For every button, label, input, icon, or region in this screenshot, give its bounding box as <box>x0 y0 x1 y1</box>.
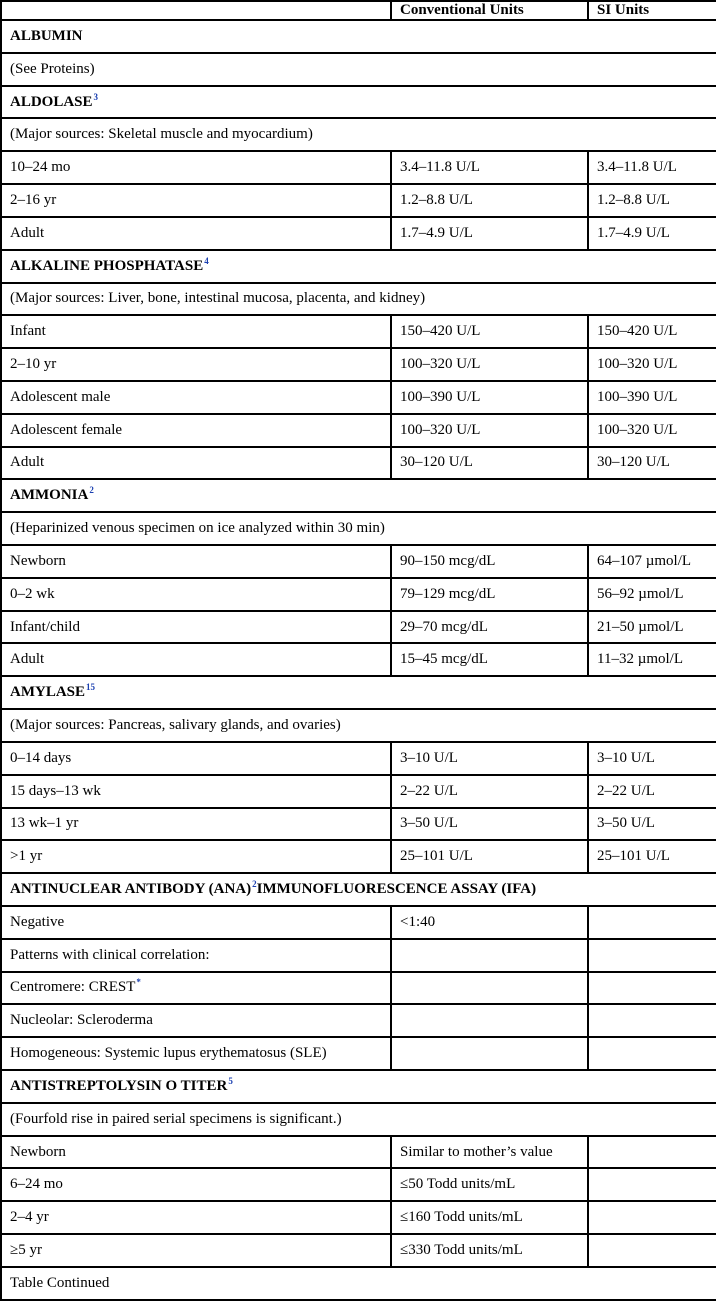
row-label-cell <box>1 348 391 381</box>
cell-text: 25–101 U/L <box>400 848 473 865</box>
si-units-cell <box>588 1004 716 1037</box>
conventional-units-cell <box>391 1168 588 1201</box>
table-row <box>1 775 716 808</box>
section-note <box>1 512 716 545</box>
si-units-cell <box>588 545 716 578</box>
section-title <box>1 479 716 512</box>
si-units-cell <box>588 1037 716 1070</box>
table-row <box>1 742 716 775</box>
footnote-ref[interactable]: 4 <box>204 255 209 266</box>
conventional-units-cell <box>391 775 588 808</box>
conventional-units-cell <box>391 1004 588 1037</box>
si-units-cell <box>588 643 716 676</box>
cell-text: Homogeneous: Systemic lupus erythematosus (SLE) <box>10 1045 327 1062</box>
section-row <box>1 676 716 709</box>
cell-text: 0–2 wk <box>10 585 55 602</box>
cell-text: >1 yr <box>10 848 43 865</box>
conventional-units-cell <box>391 184 588 217</box>
si-units-cell <box>588 611 716 644</box>
cell-text: ≤160 Todd units/mL <box>400 1209 523 1226</box>
cell-text: 100–320 U/L <box>597 356 678 373</box>
section-title <box>1 676 716 709</box>
row-label-cell <box>1 972 391 1005</box>
section-row <box>1 20 716 53</box>
si-units-cell <box>588 315 716 348</box>
section-row <box>1 86 716 119</box>
header-cell-si-units: SI Units <box>588 1 716 20</box>
section-title <box>1 20 716 53</box>
cell-text: 100–320 U/L <box>597 421 678 438</box>
row-label-cell <box>1 1201 391 1234</box>
cell-text: 30–120 U/L <box>400 454 473 471</box>
table-row <box>1 545 716 578</box>
conventional-units-cell <box>391 808 588 841</box>
cell-text: 30–120 U/L <box>597 454 670 471</box>
row-text: ALBUMIN <box>10 27 83 44</box>
table-row <box>1 217 716 250</box>
row-label-cell <box>1 545 391 578</box>
cell-text: 10–24 mo <box>10 159 71 176</box>
table-row <box>1 840 716 873</box>
table-row <box>1 1136 716 1169</box>
row-text: (Fourfold rise in paired serial specimens is significant.) <box>10 1110 342 1127</box>
table-row <box>1 315 716 348</box>
row-label-cell <box>1 1037 391 1070</box>
table-row <box>1 184 716 217</box>
conventional-units-cell <box>391 545 588 578</box>
conventional-units-cell <box>391 1037 588 1070</box>
si-units-cell <box>588 808 716 841</box>
si-units-cell <box>588 447 716 480</box>
cell-text: 13 wk–1 yr <box>10 815 79 832</box>
cell-text: 100–390 U/L <box>400 388 481 405</box>
cell-text: 29–70 mcg/dL <box>400 618 488 635</box>
section-note <box>1 53 716 86</box>
cell-text: Negative <box>10 913 65 930</box>
cell-text: 3–10 U/L <box>597 749 655 766</box>
table-row <box>1 611 716 644</box>
si-units-cell <box>588 1201 716 1234</box>
table-row <box>1 381 716 414</box>
row-label-cell <box>1 151 391 184</box>
cell-text: Similar to mother’s value <box>400 1143 553 1160</box>
conventional-units-cell <box>391 381 588 414</box>
row-text: Table Continued <box>10 1274 110 1291</box>
section-note <box>1 283 716 316</box>
row-text: ALDOLASE <box>10 93 93 110</box>
cell-text: 2–16 yr <box>10 191 57 208</box>
cell-text: 1.2–8.8 U/L <box>597 191 670 208</box>
row-text: AMMONIA <box>10 487 89 504</box>
row-label-cell <box>1 1004 391 1037</box>
cell-text: 3–50 U/L <box>597 815 655 832</box>
si-units-cell <box>588 348 716 381</box>
conventional-units-cell <box>391 151 588 184</box>
cell-text: 3–10 U/L <box>400 749 458 766</box>
si-units-cell <box>588 381 716 414</box>
table-row <box>1 1168 716 1201</box>
cell-text: Adult <box>10 651 45 668</box>
conventional-units-cell <box>391 742 588 775</box>
conventional-units-cell <box>391 972 588 1005</box>
row-label-cell <box>1 1136 391 1169</box>
si-units-cell <box>588 906 716 939</box>
footnote-ref[interactable]: 2 <box>89 485 94 496</box>
cell-text: ≥5 yr <box>10 1241 42 1258</box>
footnote-ref[interactable]: 2 <box>252 879 257 890</box>
si-units-cell <box>588 742 716 775</box>
row-label-cell <box>1 808 391 841</box>
header-cell-conventional-units: Conventional Units <box>391 1 588 20</box>
conventional-units-cell <box>391 611 588 644</box>
table-row <box>1 972 716 1005</box>
cell-text: 15 days–13 wk <box>10 782 101 799</box>
cell-text: Centromere: CREST <box>10 979 136 996</box>
table-row <box>1 348 716 381</box>
conventional-units-cell <box>391 1201 588 1234</box>
conventional-units-cell <box>391 906 588 939</box>
cell-text: 1.7–4.9 U/L <box>597 224 670 241</box>
row-text: (See Proteins) <box>10 60 95 77</box>
cell-text: 1.7–4.9 U/L <box>400 224 473 241</box>
row-text: ANTISTREPTOLYSIN O TITER <box>10 1077 228 1094</box>
note-row <box>1 283 716 316</box>
cell-text: ≤50 Todd units/mL <box>400 1176 516 1193</box>
table-row <box>1 808 716 841</box>
cell-text: 1.2–8.8 U/L <box>400 191 473 208</box>
si-units-cell <box>588 939 716 972</box>
section-note <box>1 709 716 742</box>
cell-text: Infant <box>10 323 46 340</box>
conventional-units-cell <box>391 348 588 381</box>
note-row <box>1 709 716 742</box>
cell-text: 100–320 U/L <box>400 421 481 438</box>
table-row <box>1 906 716 939</box>
cell-text: Infant/child <box>10 618 80 635</box>
si-units-cell <box>588 775 716 808</box>
cell-text: Adolescent female <box>10 421 123 438</box>
row-label-cell <box>1 1168 391 1201</box>
conventional-units-cell <box>391 1234 588 1267</box>
cell-text: 3–50 U/L <box>400 815 458 832</box>
cell-text: 150–420 U/L <box>400 323 481 340</box>
row-label-cell <box>1 906 391 939</box>
section-row <box>1 479 716 512</box>
note-row <box>1 118 716 151</box>
row-text: ANTINUCLEAR ANTIBODY (ANA) <box>10 881 252 898</box>
cell-text: 11–32 µmol/L <box>597 651 684 668</box>
table-row <box>1 1234 716 1267</box>
cell-text: Newborn <box>10 552 66 569</box>
section-note <box>1 118 716 151</box>
cell-text: 2–22 U/L <box>400 782 458 799</box>
cell-text: 21–50 µmol/L <box>597 618 684 635</box>
note-row <box>1 1267 716 1300</box>
cell-text: 64–107 µmol/L <box>597 552 692 569</box>
si-units-cell <box>588 840 716 873</box>
row-label-cell <box>1 840 391 873</box>
cell-text: Adolescent male <box>10 388 111 405</box>
table-row <box>1 414 716 447</box>
section-title <box>1 250 716 283</box>
cell-text: Patterns with clinical correlation: <box>10 946 210 963</box>
conventional-units-cell <box>391 217 588 250</box>
header-row <box>1 1 716 20</box>
si-units-cell <box>588 1136 716 1169</box>
cell-text: 3.4–11.8 U/L <box>597 159 677 176</box>
row-label-cell <box>1 184 391 217</box>
cell-text: 150–420 U/L <box>597 323 678 340</box>
row-label-cell <box>1 742 391 775</box>
section-title <box>1 1070 716 1103</box>
conventional-units-cell <box>391 939 588 972</box>
note-row <box>1 512 716 545</box>
si-units-cell <box>588 578 716 611</box>
cell-text: Nucleolar: Scleroderma <box>10 1012 153 1029</box>
cell-text: 3.4–11.8 U/L <box>400 159 480 176</box>
si-units-cell <box>588 414 716 447</box>
cell-text: 0–14 days <box>10 749 72 766</box>
table-row <box>1 643 716 676</box>
cell-text: 2–4 yr <box>10 1209 49 1226</box>
si-units-cell <box>588 1168 716 1201</box>
header-cell-test <box>1 1 391 20</box>
section-note <box>1 1103 716 1136</box>
section-title <box>1 873 716 906</box>
conventional-units-cell <box>391 840 588 873</box>
table-row <box>1 1004 716 1037</box>
row-label-cell <box>1 414 391 447</box>
cell-text: 90–150 mcg/dL <box>400 552 496 569</box>
conventional-units-cell <box>391 578 588 611</box>
cell-text: Adult <box>10 454 45 471</box>
table-row <box>1 939 716 972</box>
conventional-units-cell <box>391 414 588 447</box>
note-row <box>1 53 716 86</box>
cell-text: <1:40 <box>400 913 436 930</box>
row-label-cell <box>1 447 391 480</box>
row-text-continued: IMMUNOFLUORESCENCE ASSAY (IFA) <box>256 881 537 898</box>
conventional-units-cell <box>391 315 588 348</box>
conventional-units-cell <box>391 643 588 676</box>
section-row <box>1 1070 716 1103</box>
table-row <box>1 151 716 184</box>
si-units-cell <box>588 184 716 217</box>
row-text: (Major sources: Skeletal muscle and myocardium) <box>10 126 313 143</box>
cell-text: 2–22 U/L <box>597 782 655 799</box>
cell-text: Newborn <box>10 1143 66 1160</box>
row-text: (Heparinized venous specimen on ice analyzed within 30 min) <box>10 520 385 537</box>
si-units-cell <box>588 1234 716 1267</box>
footnote-ref[interactable]: 5 <box>228 1075 233 1086</box>
row-label-cell <box>1 381 391 414</box>
row-text: ALKALINE PHOSPHATASE <box>10 257 204 274</box>
cell-text: Adult <box>10 224 45 241</box>
cell-text: 100–390 U/L <box>597 388 678 405</box>
conventional-units-cell <box>391 1136 588 1169</box>
table-row <box>1 447 716 480</box>
row-label-cell <box>1 611 391 644</box>
cell-text: 6–24 mo <box>10 1176 63 1193</box>
cell-text: ≤330 Todd units/mL <box>400 1241 523 1258</box>
si-units-cell <box>588 217 716 250</box>
note-row <box>1 1103 716 1136</box>
row-label-cell <box>1 643 391 676</box>
table-row <box>1 578 716 611</box>
cell-text: 100–320 U/L <box>400 356 481 373</box>
row-text: AMYLASE <box>10 684 86 701</box>
row-label-cell <box>1 939 391 972</box>
footnote-ref[interactable]: 3 <box>93 91 99 102</box>
cell-text: 25–101 U/L <box>597 848 670 865</box>
row-text: (Major sources: Liver, bone, intestinal mucosa, placenta, and kidney) <box>10 290 426 307</box>
si-units-cell <box>588 972 716 1005</box>
row-label-cell <box>1 1234 391 1267</box>
row-text: (Major sources: Pancreas, salivary glands, and ovaries) <box>10 716 341 733</box>
table-body <box>1 20 716 1300</box>
footnote-ref[interactable]: 15 <box>86 682 96 693</box>
table-row <box>1 1201 716 1234</box>
cell-text: 15–45 mcg/dL <box>400 651 488 668</box>
cell-text: 2–10 yr <box>10 356 57 373</box>
cell-text: 56–92 µmol/L <box>597 585 684 602</box>
cell-text: 79–129 mcg/dL <box>400 585 496 602</box>
row-label-cell <box>1 217 391 250</box>
row-label-cell <box>1 578 391 611</box>
section-row <box>1 250 716 283</box>
si-units-cell <box>588 151 716 184</box>
section-title <box>1 86 716 119</box>
table-row <box>1 1037 716 1070</box>
conventional-units-cell <box>391 447 588 480</box>
row-label-cell <box>1 775 391 808</box>
row-label-cell <box>1 315 391 348</box>
section-note <box>1 1267 716 1300</box>
footnote-ref[interactable]: * <box>136 977 141 988</box>
section-row <box>1 873 716 906</box>
